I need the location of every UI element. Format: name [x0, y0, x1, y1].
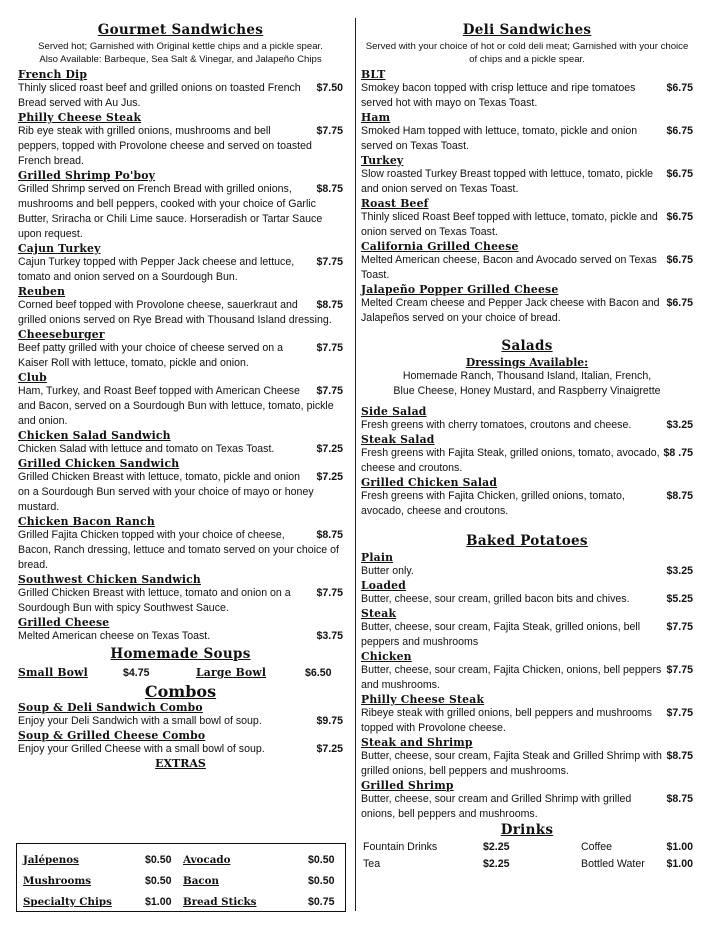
extras-rows	[23, 849, 339, 912]
menu-item	[361, 736, 693, 779]
item-description-text: Fresh greens with cherry tomatoes, croutons and cheese.	[361, 419, 632, 431]
menu-item	[18, 701, 343, 729]
item-price: $3.25	[666, 565, 693, 577]
item-price: $7.25	[316, 743, 343, 755]
item-price: $8.75	[316, 529, 343, 541]
item-description	[18, 255, 343, 285]
menu-item	[18, 68, 343, 111]
drink-name: Bottled Water	[581, 858, 645, 870]
item-name: Cheeseburger	[18, 328, 105, 341]
item-description	[361, 663, 693, 693]
item-name: Steak Salad	[361, 433, 435, 446]
gourmet-subtitle-1: Served hot; Garnished with Original kettle chips and a pickle spear.	[38, 41, 323, 52]
item-description-text: Slow roasted Turkey Breast topped with lettuce, tomato, pickle and onion served on Texas Toast.	[361, 168, 654, 195]
item-name: Grilled Chicken Salad	[361, 476, 498, 489]
drink-name: Tea	[363, 858, 381, 870]
menu-item	[18, 616, 343, 644]
menu-item	[18, 242, 343, 285]
item-description	[18, 341, 343, 371]
drink-price: $2.25	[483, 858, 510, 870]
menu-item	[361, 240, 693, 283]
item-description-text: Melted American cheese, Bacon and Avocado served on Texas Toast.	[361, 254, 657, 281]
salads-title: Salads	[501, 338, 553, 354]
item-name: Chicken Bacon Ranch	[18, 515, 155, 528]
menu-item	[361, 579, 693, 607]
menu-item	[361, 779, 693, 822]
left-column	[18, 20, 343, 770]
menu-item	[361, 111, 693, 154]
item-name: Reuben	[18, 285, 66, 298]
item-description	[361, 564, 693, 579]
item-price: $8.75	[666, 793, 693, 805]
drinks-title: Drinks	[500, 822, 554, 838]
combo-list	[18, 701, 343, 757]
item-price: $8.75	[316, 299, 343, 311]
item-price: $7.75	[666, 664, 693, 676]
item-name: Chicken	[361, 650, 412, 663]
item-description	[361, 792, 693, 822]
item-price: $7.75	[316, 256, 343, 268]
item-description-text: Smoked Ham topped with lettuce, tomato, pickle and onion served on Texas Toast.	[361, 125, 638, 152]
soups-row	[18, 666, 343, 679]
item-name: Soup & Grilled Cheese Combo	[18, 729, 206, 742]
item-price: $8.75	[666, 750, 693, 762]
extra-name: Jalépenos	[23, 853, 79, 866]
item-description	[361, 167, 693, 197]
small-bowl-label: Small Bowl	[18, 666, 88, 679]
menu-item	[361, 607, 693, 650]
extra-price: $0.50	[145, 874, 172, 887]
item-description	[361, 749, 693, 779]
item-description-text: Ribeye steak with grilled onions, bell peppers and mushrooms topped with Provolone cheese.	[361, 707, 652, 734]
item-description-text: Grilled Fajita Chicken topped with your choice of cheese, Bacon, Ranch dressing, lettuce and tomato served on your choice of bread.	[18, 529, 339, 571]
item-name: Club	[18, 371, 47, 384]
menu-item	[18, 111, 343, 169]
potato-list	[361, 551, 693, 822]
item-description	[18, 586, 343, 616]
extra-name: Bacon	[183, 874, 219, 887]
menu-item	[18, 285, 343, 328]
item-name: California Grilled Cheese	[361, 240, 519, 253]
salad-list	[361, 405, 693, 519]
item-description-text: Rib eye steak with grilled onions, mushrooms and bell peppers, topped with Provolone cheese and served on toasted French bread.	[18, 125, 312, 167]
item-name: Ham	[361, 111, 391, 124]
deli-title: Deli Sandwiches	[462, 22, 592, 38]
potatoes-title: Baked Potatoes	[466, 533, 588, 549]
item-name: Grilled Shrimp Po'boy	[18, 169, 156, 182]
item-price: $8.75	[316, 183, 343, 195]
item-price: $7.75	[666, 621, 693, 633]
item-description	[361, 296, 693, 326]
item-price: $3.75	[316, 630, 343, 642]
menu-item	[18, 371, 343, 429]
menu-item	[361, 433, 693, 476]
item-description	[18, 470, 343, 515]
item-description-text: Butter, cheese, sour cream, Fajita Chicken, onions, bell peppers and mushrooms.	[361, 664, 662, 691]
item-name: Grilled Shrimp	[361, 779, 454, 792]
item-description-text: Enjoy your Grilled Cheese with a small bowl of soup.	[18, 743, 265, 755]
item-name: Turkey	[361, 154, 404, 167]
item-description-text: Fresh greens with Fajita Chicken, grilled onions, tomato, avocado, cheese and croutons.	[361, 490, 625, 517]
item-description-text: Smokey bacon topped with crisp lettuce and ripe tomatoes served hot with mayo on Texas Toast.	[361, 82, 636, 109]
menu-item	[18, 729, 343, 757]
item-name: Southwest Chicken Sandwich	[18, 573, 201, 586]
item-description-text: Chicken Salad with lettuce and tomato on Texas Toast.	[18, 443, 275, 455]
gourmet-title: Gourmet Sandwiches	[97, 22, 264, 38]
item-name: Chicken Salad Sandwich	[18, 429, 171, 442]
item-price: $6.75	[666, 82, 693, 94]
item-description-text: Grilled Chicken Breast with lettuce, tomato and onion on a Sourdough Bun with spicy Southwest Sauce.	[18, 587, 291, 614]
item-name: Jalapeño Popper Grilled Cheese	[361, 283, 559, 296]
menu-item	[361, 68, 693, 111]
soups-title: Homemade Soups	[110, 646, 251, 662]
menu-item	[361, 154, 693, 197]
item-price: $7.25	[316, 471, 343, 483]
drink-price: $1.00	[666, 858, 693, 870]
item-description	[361, 124, 693, 154]
item-description-text: Beef patty grilled with your choice of cheese served on a Kaiser Roll with lettuce, tomato, pickle and onion.	[18, 342, 283, 369]
dressings-title: Dressings Available:	[465, 356, 589, 369]
item-price: $6.75	[666, 125, 693, 137]
item-name: Soup & Deli Sandwich Combo	[18, 701, 203, 714]
item-description-text: Butter, cheese, sour cream, Fajita Steak, grilled onions, bell peppers and mushrooms	[361, 621, 641, 648]
menu-item	[361, 693, 693, 736]
menu-item	[18, 573, 343, 616]
item-description-text: Butter only.	[361, 565, 414, 577]
item-description	[18, 629, 343, 644]
item-price: $7.75	[316, 385, 343, 397]
item-price: $6.75	[666, 168, 693, 180]
item-description	[18, 124, 343, 169]
item-description-text: Thinly sliced Roast Beef topped with lettuce, tomato, pickle and onion served on Texas Toast.	[361, 211, 658, 238]
item-price: $7.75	[316, 587, 343, 599]
item-description-text: Cajun Turkey topped with Pepper Jack cheese and lettuce, tomato and onion served on a Sourdough Bun.	[18, 256, 295, 283]
drinks-grid	[363, 840, 693, 872]
large-bowl-price: $6.50	[305, 667, 332, 679]
extras-box	[16, 843, 346, 912]
extra-price: $0.75	[308, 895, 335, 908]
extra-price: $0.50	[145, 853, 172, 866]
item-description	[18, 528, 343, 573]
item-price: $8 .75	[663, 447, 693, 459]
item-name: BLT	[361, 68, 386, 81]
right-column	[361, 20, 693, 872]
item-description	[361, 210, 693, 240]
item-price: $3.25	[666, 419, 693, 431]
item-description	[18, 81, 343, 111]
small-bowl-price: $4.75	[123, 667, 150, 679]
menu-item	[18, 169, 343, 242]
item-description-text: Butter, cheese, sour cream, grilled bacon bits and chives.	[361, 593, 630, 605]
item-name: Philly Cheese Steak	[18, 111, 142, 124]
item-description	[361, 418, 693, 433]
item-description	[18, 384, 343, 429]
item-price: $5.25	[666, 593, 693, 605]
item-name: Philly Cheese Steak	[361, 693, 485, 706]
item-description	[361, 81, 693, 111]
deli-list	[361, 68, 693, 326]
extra-price: $0.50	[308, 853, 335, 866]
item-price: $7.75	[316, 125, 343, 137]
item-description	[361, 489, 693, 519]
menu-item	[18, 515, 343, 573]
item-description	[361, 253, 693, 283]
item-description-text: Fresh greens with Fajita Steak, grilled onions, tomato, avocado, cheese and croutons.	[361, 447, 660, 474]
extra-name: Specialty Chips	[23, 895, 112, 908]
extras-title: EXTRAS	[155, 757, 206, 770]
item-description-text: Enjoy your Deli Sandwich with a small bowl of soup.	[18, 715, 262, 727]
menu-item	[361, 283, 693, 326]
spacer	[521, 857, 581, 872]
deli-subtitle: Served with your choice of hot or cold deli meat; Garnished with your choice of chips and a pickle spear.	[365, 41, 689, 65]
extra-name: Mushrooms	[23, 874, 92, 887]
item-name: Steak	[361, 607, 397, 620]
item-name: French Dip	[18, 68, 88, 81]
extra-name: Bread Sticks	[183, 895, 257, 908]
item-description-text: Thinly sliced roast beef and grilled onions on toasted French Bread served with Au Jus.	[18, 82, 301, 109]
menu-item	[361, 551, 693, 579]
item-name: Cajun Turkey	[18, 242, 101, 255]
menu-item	[361, 476, 693, 519]
item-price: $7.75	[316, 342, 343, 354]
item-description-text: Melted Cream cheese and Pepper Jack cheese with Bacon and Jalapeños served on your choice of bread.	[361, 297, 660, 324]
item-description-text: Melted American cheese on Texas Toast.	[18, 630, 211, 642]
extras-row	[23, 891, 339, 912]
item-price: $6.75	[666, 254, 693, 266]
item-name: Grilled Cheese	[18, 616, 110, 629]
item-name: Side Salad	[361, 405, 427, 418]
item-description-text: Grilled Chicken Breast with lettuce, tomato, pickle and onion on a Sourdough Bun served with your choice of mayo or honey mustard.	[18, 471, 314, 513]
item-price: $7.50	[316, 82, 343, 94]
large-bowl-label: Large Bowl	[196, 666, 267, 679]
item-description-text: Butter, cheese, sour cream and Grilled Shrimp with grilled onions, bell peppers and mushrooms.	[361, 793, 632, 820]
item-price: $8.75	[666, 490, 693, 502]
extras-row	[23, 870, 339, 891]
menu-item	[18, 457, 343, 515]
item-name: Steak and Shrimp	[361, 736, 473, 749]
item-description-text: Grilled Shrimp served on French Bread with grilled onions, mushrooms and bell peppers, cooked with your choice of Garlic Butter, Sriracha or Chili Lime sauce. Horseradish or Tartar Sauce upon request.	[18, 183, 323, 240]
item-description	[18, 298, 343, 328]
gourmet-list	[18, 68, 343, 644]
menu-item	[18, 328, 343, 371]
extra-price: $0.50	[308, 874, 335, 887]
item-price: $6.75	[666, 297, 693, 309]
item-description	[361, 592, 693, 607]
gourmet-subtitle-2: Also Available: Barbeque, Sea Salt & Vinegar, and Jalapeño Chips	[39, 54, 322, 65]
drink-price: $1.00	[666, 841, 693, 853]
spacer	[521, 840, 581, 855]
item-description	[18, 742, 343, 757]
drink-price: $2.25	[483, 841, 510, 853]
item-name: Loaded	[361, 579, 406, 592]
item-price: $7.25	[316, 443, 343, 455]
menu-item	[361, 405, 693, 433]
item-description	[18, 714, 343, 729]
item-name: Roast Beef	[361, 197, 429, 210]
menu-item	[18, 429, 343, 457]
drink-name: Fountain Drinks	[363, 841, 438, 853]
item-description	[18, 442, 343, 457]
column-divider	[355, 18, 356, 911]
item-description-text: Ham, Turkey, and Roast Beef topped with American Cheese and Bacon, served on a Sourdough Bun with lettuce, tomato, pickle and onion.	[18, 385, 334, 427]
menu-item	[361, 650, 693, 693]
dressings-line-1: Homemade Ranch, Thousand Island, Italian, French,	[402, 370, 652, 382]
item-name: Grilled Chicken Sandwich	[18, 457, 180, 470]
item-description	[361, 620, 693, 650]
item-price: $6.75	[666, 211, 693, 223]
item-name: Plain	[361, 551, 394, 564]
item-description	[18, 182, 343, 242]
dressings-line-2: Blue Cheese, Honey Mustard, and Raspberry Vinaigrette	[393, 385, 661, 397]
drink-name: Coffee	[581, 841, 613, 853]
item-description	[361, 446, 693, 476]
extra-name: Avocado	[183, 853, 231, 866]
item-description-text: Corned beef topped with Provolone cheese, sauerkraut and grilled onions served on Rye Bread with Thousand Island dressing.	[18, 299, 332, 326]
item-price: $9.75	[316, 715, 343, 727]
item-description-text: Butter, cheese, sour cream, Fajita Steak and Grilled Shrimp with grilled onions, bell peppers and mushrooms.	[361, 750, 662, 777]
extras-row	[23, 849, 339, 870]
item-price: $7.75	[666, 707, 693, 719]
combos-title: Combos	[144, 682, 217, 701]
extra-price: $1.00	[145, 895, 172, 908]
item-description	[361, 706, 693, 736]
menu-item	[361, 197, 693, 240]
